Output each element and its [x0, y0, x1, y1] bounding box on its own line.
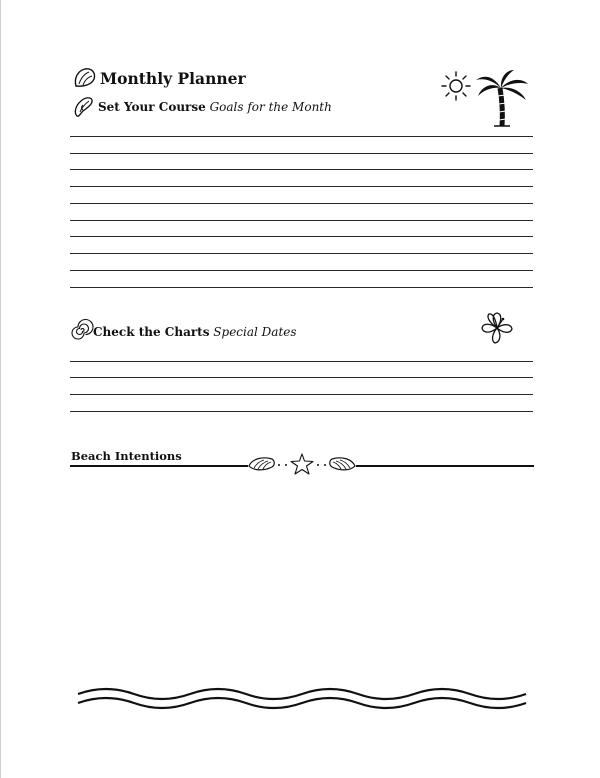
intentions-divider-left — [70, 465, 248, 467]
page-title: Monthly Planner — [100, 69, 246, 88]
shell-icon — [248, 455, 276, 473]
wave-border-icon — [78, 686, 526, 710]
page-edge — [0, 0, 1, 778]
flip-flop-icon — [72, 96, 94, 118]
dot-decoration — [277, 463, 289, 467]
goal-line[interactable] — [70, 253, 533, 254]
goal-line[interactable] — [70, 169, 533, 170]
goal-line[interactable] — [70, 236, 533, 237]
sun-icon — [440, 70, 472, 102]
dates-heading: Check the Charts — [93, 325, 210, 339]
intentions-heading: Beach Intentions — [71, 449, 182, 463]
intentions-divider-right — [356, 465, 534, 467]
goal-line[interactable] — [70, 270, 533, 271]
shell-icon — [328, 455, 356, 473]
goal-line[interactable] — [70, 136, 533, 137]
goal-line[interactable] — [70, 153, 533, 154]
spiral-shell-icon — [72, 321, 90, 339]
date-line[interactable] — [70, 394, 533, 395]
date-line[interactable] — [70, 377, 533, 378]
date-line[interactable] — [70, 361, 533, 362]
goal-line[interactable] — [70, 186, 533, 187]
goal-line[interactable] — [70, 287, 533, 288]
seashell-icon — [73, 67, 97, 89]
dates-heading-line — [93, 325, 297, 339]
goals-heading-line — [98, 100, 332, 114]
goal-line[interactable] — [70, 220, 533, 221]
starfish-icon — [289, 453, 315, 475]
goals-subheading: Goals for the Month — [209, 100, 332, 114]
goal-line[interactable] — [70, 203, 533, 204]
date-line[interactable] — [70, 411, 533, 412]
palm-tree-icon — [474, 68, 530, 128]
dates-subheading: Special Dates — [213, 325, 297, 339]
hibiscus-icon — [480, 311, 514, 345]
goals-heading: Set Your Course — [98, 100, 206, 114]
dot-decoration — [316, 463, 328, 467]
